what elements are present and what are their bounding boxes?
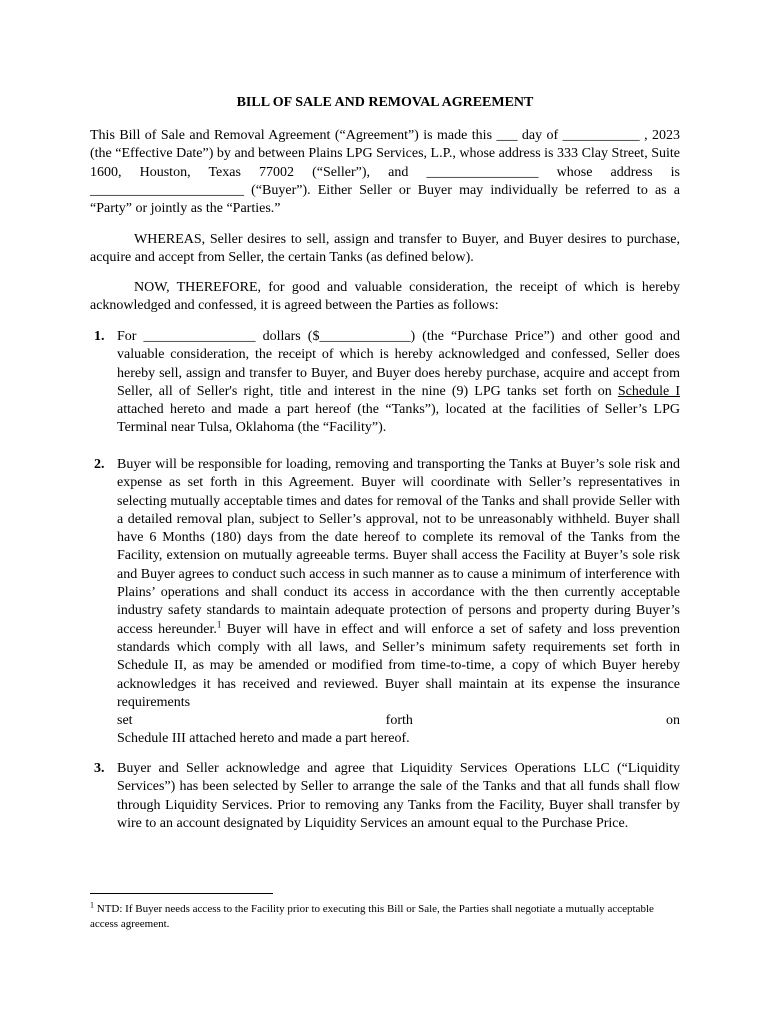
clause-3 xyxy=(90,760,680,833)
footnote xyxy=(90,902,682,931)
intro-paragraph: This Bill of Sale and Removal Agreement (“Agreement”) is made this ___ day of ___________ , 2023 (the “Effective Date”) by and between Plains LPG Services, L.P., whose address is 333 Clay Street, Suite 1600, Houston, Texas 77002 (“Seller”), and ________________ whose address is ______________________ (“Buyer”). Either Seller or Buyer may individually be referred to as a “Party” or jointly as the “Parties.” xyxy=(90,128,680,217)
footnote-marker: 1 xyxy=(90,900,94,910)
footnote-divider xyxy=(90,893,273,894)
clause-number: 3. xyxy=(94,761,105,776)
clause-number: 2. xyxy=(94,457,105,472)
clause-text: Schedule III attached hereto and made a part hereof. xyxy=(117,731,410,747)
clause-text: Buyer will have in effect and will enforce a set of safety and loss prevention standards which comply with all laws, and Seller’s minimum safety requirements set forth in Schedule II, as may be amended or modified from time-to-time, a copy of which Buyer hereby acknowledges it has received and reviewed. Buyer shall maintain at its expense the insurance requirements xyxy=(117,621,680,710)
clause-text: attached hereto and made a part hereof (the “Tanks”), located at the facilities of Seller’s LPG Terminal near Tulsa, Oklahoma (the “Facility”). xyxy=(117,402,680,436)
schedule-i-reference: Schedule I xyxy=(617,383,680,399)
clause-2 xyxy=(90,456,680,749)
whereas-paragraph: WHEREAS, Seller desires to sell, assign and transfer to Buyer, and Buyer desires to purchase, acquire and accept from Seller, the certain Tanks (as defined below). xyxy=(90,232,680,266)
document-title: BILL OF SALE AND REMOVAL AGREEMENT xyxy=(236,95,534,110)
clause-body: Buyer and Seller acknowledge and agree that Liquidity Services Operations LLC (“Liquidity Services”) has been selected by Seller to arrange the sale of the Tanks and that all funds shall flow through Liquidity Services. Prior to removing any Tanks from the Facility, Buyer shall transfer by wire to an account designated by Liquidity Services an amount equal to the Purchase Price. xyxy=(117,761,680,831)
now-therefore-paragraph: NOW, THEREFORE, for good and valuable consideration, the receipt of which is hereby acknowledged and confessed, it is agreed between the Parties as follows: xyxy=(90,280,680,314)
clause-1 xyxy=(90,328,680,438)
spread-word: forth xyxy=(385,713,413,729)
footnote-text: NTD: If Buyer needs access to the Facility prior to executing this Bill or Sale, the Parties shall negotiate a mutually acceptable access agreement. xyxy=(90,903,654,930)
footnote-reference: 1 xyxy=(216,619,222,630)
clause-text: Buyer will be responsible for loading, removing and transporting the Tanks at Buyer’s sole risk and expense as set forth in this Agreement. Buyer will coordinate with Seller’s representatives in selecting mutually acceptable times and dates for removal of the Tanks and shall provide Seller with a detailed removal plan, subject to Seller’s approval, not to be unreasonably withheld. Buyer shall have 6 Months (180) days from the date hereof to complete its removal of the Tanks from the Facility, extension on mutually agreeable terms. Buyer shall access the Facility at Buyer’s sole risk and Buyer agrees to conduct such access in such manner as to cause a minimum of interference with Plains’ operations and shall conduct its access in accordance with the then currently acceptable industry safety standards to maintain adequate protection of persons and property during Buyer’s access hereunder. xyxy=(117,457,680,637)
clause-number: 1. xyxy=(94,329,105,344)
spread-line xyxy=(117,712,680,730)
clause-body xyxy=(117,456,680,749)
clause-body xyxy=(117,328,680,438)
spread-word: set xyxy=(117,713,133,729)
clause-text: For ________________ dollars ($_____________) (the “Purchase Price”) and other good and valuable consideration, the receipt of which is hereby acknowledged and confessed, Seller does hereby sell, assign and transfer to Buyer, and Buyer does hereby purchase, acquire and accept from Seller, all of Seller's right, title and interest in the nine (9) LPG tanks set forth on xyxy=(117,329,680,399)
spread-word: on xyxy=(666,713,680,729)
